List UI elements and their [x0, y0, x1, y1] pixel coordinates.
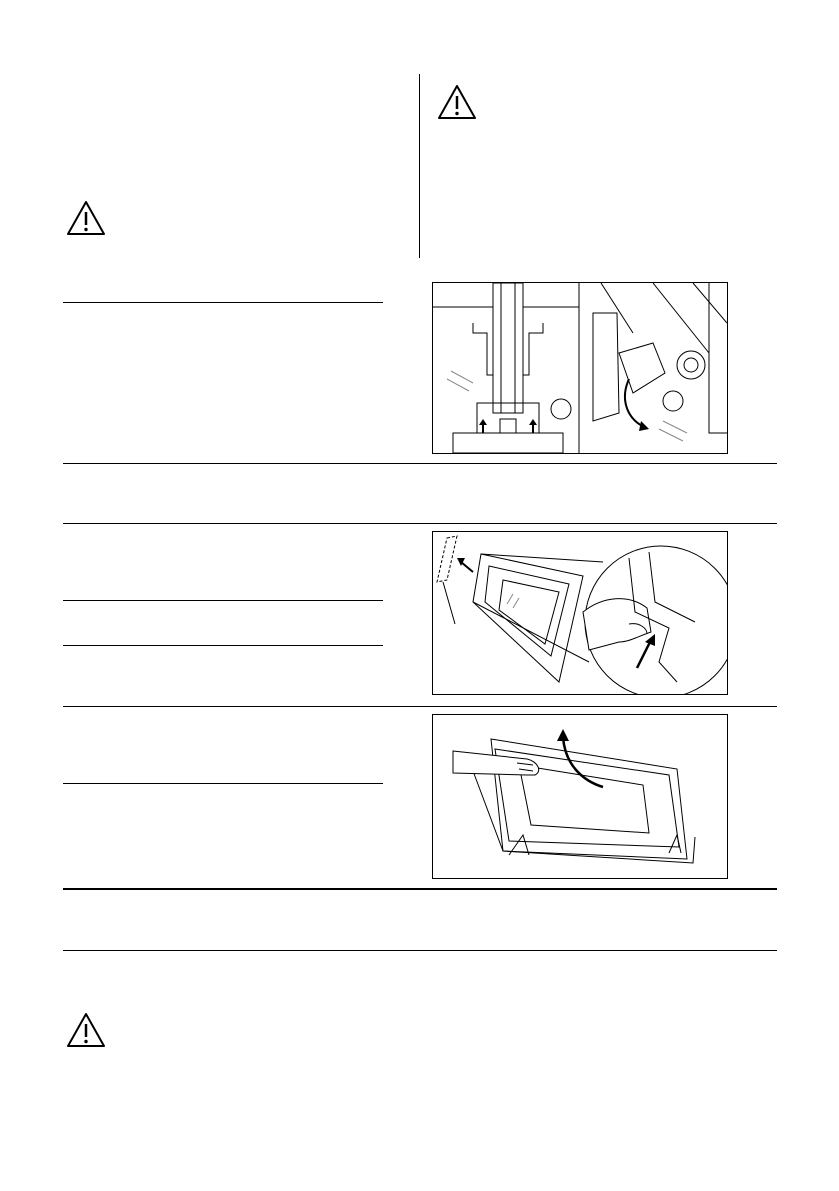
section-divider [63, 950, 777, 951]
warning-triangle-icon [437, 84, 477, 125]
section-divider [63, 888, 777, 890]
section-divider [63, 463, 777, 464]
hinge-illustration [432, 282, 728, 454]
warning-triangle-icon [66, 1012, 106, 1053]
section-divider [63, 523, 777, 524]
step-divider [63, 600, 383, 601]
door-glass-removal-illustration [432, 531, 728, 695]
step-divider [63, 645, 383, 646]
section-divider [63, 706, 777, 707]
step-divider [63, 302, 383, 303]
door-panel-lift-illustration [432, 714, 728, 879]
warning-triangle-icon [66, 200, 106, 241]
column-divider [419, 74, 420, 258]
step-divider [63, 783, 383, 784]
